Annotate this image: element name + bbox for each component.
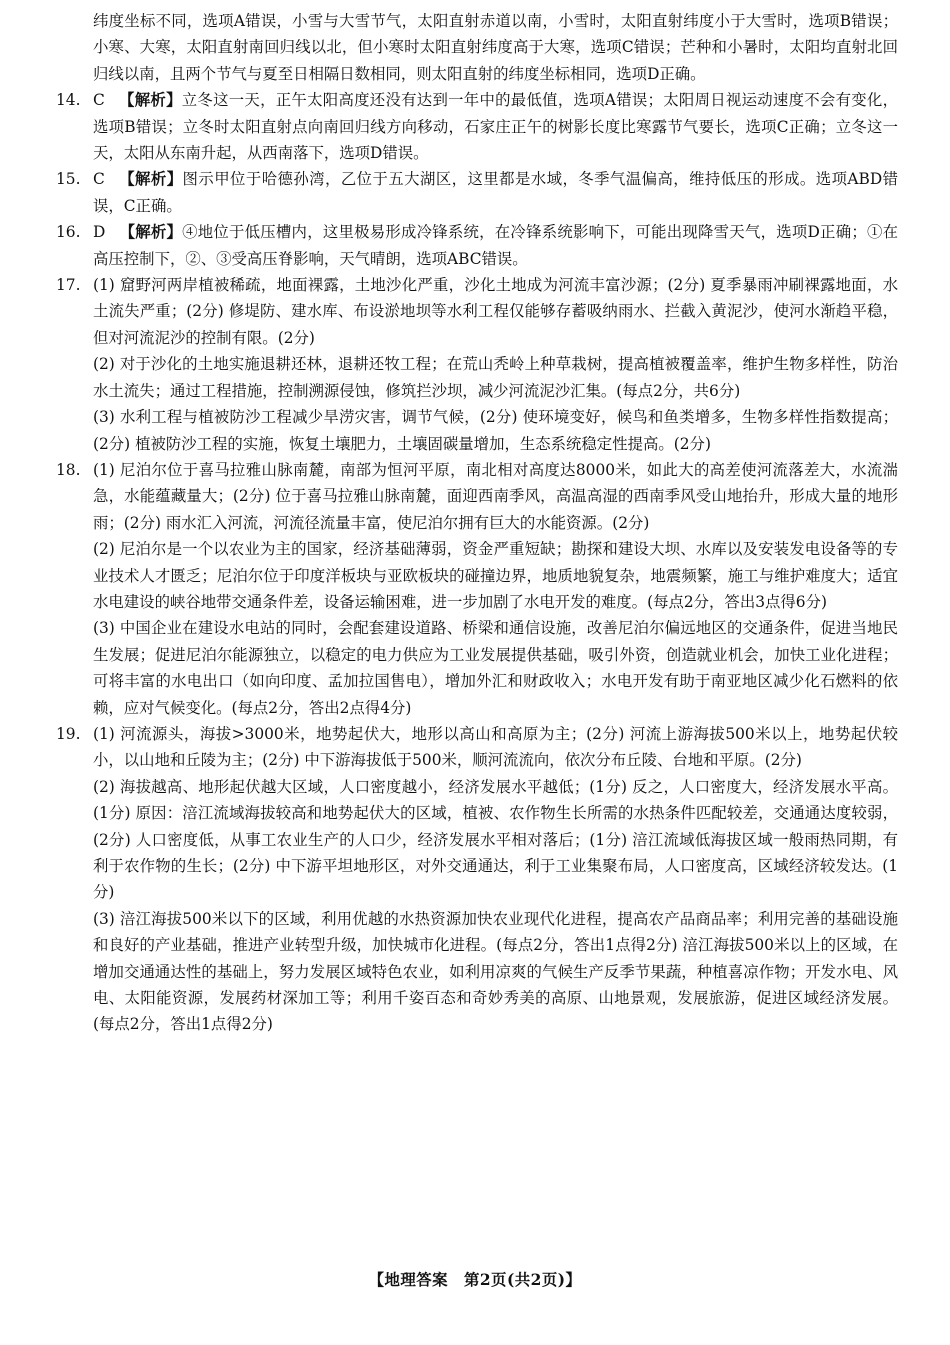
- answer-part-2: (2) 海拔越高、地形起伏越大区域，人口密度越小，经济发展水平越低；(1分) 反之，人口密度大，经济发展水平高。(1分) 原因：涪江流域海拔较高和地势起伏大的区域，植被、农作物生长所需的水热条件匹配较差，交通通达度较弱，(2分) 人口密度低，从事工农业生产的人口少，经济发展水平相对落后；(1分) 涪江流域低海拔区域一般雨热同期，有利于农作物的生长；(2分) 中下游平坦地形区，对外交通通达，利于工业集聚布局，人口密度高，区域经济较发达。(1分): [93, 777, 898, 902]
- analysis-text: 图示甲位于哈德孙湾，乙位于五大湖区，这里都是水域，冬季气温偏高，维持低压的形成。选项ABD错误，C正确。: [93, 170, 898, 215]
- answer-part-3: (3) 水利工程与植被防沙工程减少旱涝灾害，调节气候，(2分) 使环境变好，候鸟和鱼类增多，生物多样性指数提高；(2分) 植被防沙工程的实施，恢复土壤肥力，土壤固碳量增加，生态系统稳定性提高。(2分): [93, 408, 898, 453]
- answer-part-1: (1) 尼泊尔位于喜马拉雅山脉南麓，南部为恒河平原，南北相对高度达8000米，如此大的高差使河流落差大，水流湍急，水能蕴藏量大；(2分) 位于喜马拉雅山脉南麓，面迎西南季风，高温高湿的西南季风受山地抬升，形成大量的地形雨；(2分) 雨水汇入河流，河流径流量丰富，使尼泊尔拥有巨大的水能资源。(2分): [93, 460, 898, 532]
- answer-letter: D: [93, 223, 106, 242]
- intro-paragraph: 纬度坐标不同，选项A错误，小雪与大雪节气，太阳直射赤道以南，小雪时，太阳直射纬度小于大雪时，选项B错误；小寒、大寒，太阳直射南回归线以北，但小寒时太阳直射纬度高于大寒，选项C错误；芒种和小暑时，太阳均直射北回归线以南，且两个节气与夏至日相隔日数相同，则太阳直射的纬度坐标相同，选项D正确。: [93, 12, 898, 83]
- question-14: [56, 87, 898, 166]
- question-17: [56, 272, 898, 457]
- analysis-tag: 【解析】: [118, 170, 183, 189]
- question-number: 18.: [56, 460, 81, 479]
- analysis-tag: 【解析】: [119, 223, 183, 242]
- question-18: [56, 457, 898, 721]
- analysis-tag: 【解析】: [118, 91, 182, 110]
- question-15: [56, 166, 898, 219]
- answer-part-2: (2) 对于沙化的土地实施退耕还林，退耕还牧工程；在荒山秃岭上种草栽树，提高植被覆盖率，维护生物多样性，防治水土流失；通过工程措施，控制溯源侵蚀，修筑拦沙坝，减少河流泥沙汇集。(每点2分，共6分): [93, 355, 898, 400]
- answer-part-1: (1) 河流源头，海拔>3000米，地势起伏大，地形以高山和高原为主；(2分) 河流上游海拔500米以上，地势起伏较小，以山地和丘陵为主；(2分) 中下游海拔低于500米，顺河流流向，依次分布丘陵、台地和平原。(2分): [93, 724, 898, 770]
- question-19: [56, 721, 898, 1038]
- page-footer: 【地理答案 第2页(共2页)】: [368, 1271, 582, 1289]
- question-number: 15.: [56, 170, 81, 189]
- answer-part-2: (2) 尼泊尔是一个以农业为主的国家，经济基础薄弱，资金严重短缺；勘探和建设大坝、水库以及安装发电设备等的专业技术人才匮乏；尼泊尔位于印度洋板块与亚欧板块的碰撞边界，地质地貌复杂，地震频繁，施工与维护难度大；适宜水电建设的峡谷地带交通条件差，设备运输困难，进一步加剧了水电开发的难度。(每点2分，答出3点得6分): [93, 540, 898, 611]
- answer-letter: C: [93, 170, 105, 189]
- question-number: 17.: [56, 276, 81, 295]
- answer-part-3: (3) 涪江海拔500米以下的区域，利用优越的水热资源加快农业现代化进程，提高农产品商品率；利用完善的基础设施和良好的产业基础，推进产业转型升级，加快城市化进程。(每点2分，答出1点得2分) 涪江海拔500米以上的区域，在增加交通通达性的基础上，努力发展区域特色农业，如利用凉爽的气候生产反季节果蔬，种植喜凉作物；开发水电、风电、太阳能资源，发展药材深加工等；利用千姿百态和奇妙秀美的高原、山地景观，发展旅游，促进区域经济发展。(每点2分，答出1点得2分): [93, 909, 898, 1034]
- answer-part-3: (3) 中国企业在建设水电站的同时，会配套建设道路、桥梁和通信设施，改善尼泊尔偏远地区的交通条件，促进当地民生发展；促进尼泊尔能源独立，以稳定的电力供应为工业发展提供基础，吸引外资，创造就业机会，加快工业化进程；可将丰富的水电出口（如向印度、孟加拉国售电），增加外汇和财政收入；水电开发有助于南亚地区减少化石燃料的依赖，应对气候变化。(每点2分，答出2点得4分): [93, 619, 898, 717]
- question-number: 19.: [56, 724, 81, 743]
- question-number: 14.: [56, 91, 81, 110]
- question-number: 16.: [56, 223, 81, 242]
- analysis-text: 立冬这一天，正午太阳高度还没有达到一年中的最低值，选项A错误；太阳周日视运动速度不会有变化，选项B错误；立冬时太阳直射点向南回归线方向移动，石家庄正午的树影长度比寒露节气要长，选项C正确；立冬这一天，太阳从东南升起，从西南落下，选项D错误。: [93, 91, 898, 163]
- question-16: [56, 219, 898, 272]
- answer-part-1: (1) 窟野河两岸植被稀疏，地面裸露，土地沙化严重，沙化土地成为河流丰富沙源；(2分) 夏季暴雨冲刷裸露地面，水土流失严重；(2分) 修堤防、建水库、布设淤地坝等水利工程仅能够存蓄吸纳雨水、拦截入黄泥沙，使河水渐趋平稳，但对河流泥沙的控制有限。(2分): [93, 276, 898, 347]
- answer-letter: C: [93, 91, 105, 110]
- analysis-text: ④地位于低压槽内，这里极易形成冷锋系统，在冷锋系统影响下，可能出现降雪天气，选项D正确；①在高压控制下，②、③受高压脊影响，天气晴朗，选项ABC错误。: [93, 223, 898, 268]
